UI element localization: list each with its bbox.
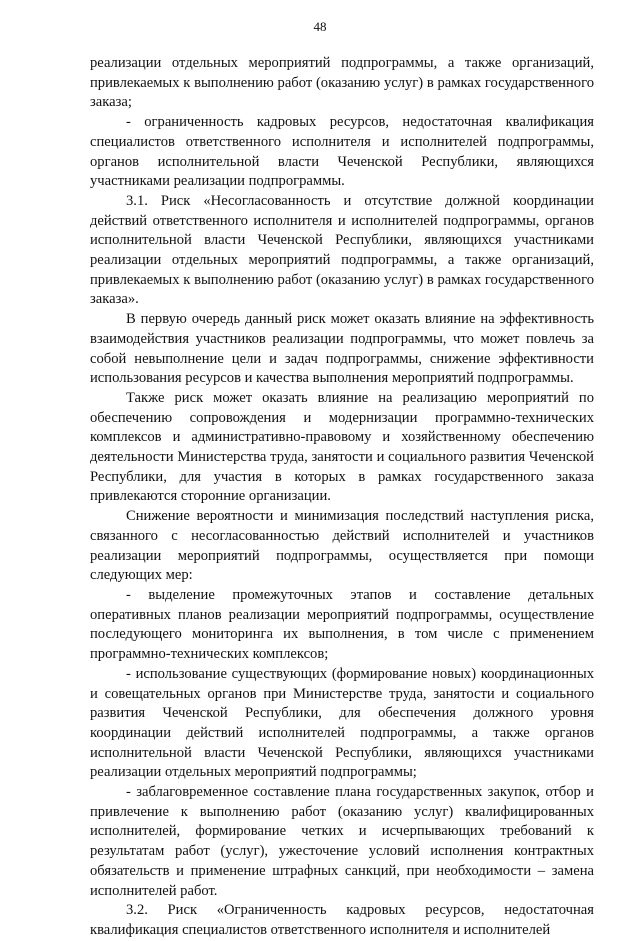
paragraph: - использование существующих (формирование новых) координационных и совещательных органов при Министерстве труда, занятости и социального развития Чеченской Республики, для обеспечения должного уровня координации действий исполнителей подпрограммы, а также органов исполнительной власти Чеченской Республики, являющихся участниками реализации отдельных мероприятий подпрограммы; (90, 665, 594, 781)
paragraph: Снижение вероятности и минимизация последствий наступления риска, связанного с несогласованностью действий исполнителей и участников реализации мероприятий подпрограммы, осуществляется при помощи следующих мер: (90, 508, 594, 584)
paragraph: 3.1. Риск «Несогласованность и отсутствие должной координации действий ответственного исполнителя и исполнителей подпрограммы, органов исполнительной власти Чеченской Республики, являющихся участниками реализации отдельных мероприятий подпрограммы, а также организаций, привлекаемых к выполнению работ (оказанию услуг) в рамках государственного заказа». (90, 192, 594, 308)
paragraph: - ограниченность кадровых ресурсов, недостаточная квалификация специалистов ответственного исполнителя и исполнителей подпрограммы, органов исполнительной власти Чеченской Республики, являющихся участниками реализации подпрограммы. (90, 114, 594, 190)
paragraph: Также риск может оказать влияние на реализацию мероприятий по обеспечению сопровождения и модернизации программно-технических комплексов и административно-правовому и хозяйственному обеспечению деятельности Министерства труда, занятости и социального развития Чеченской Республики, для участия в которых в рамках государственного заказа привлекаются сторонние организации. (90, 389, 594, 505)
paragraph: В первую очередь данный риск может оказать влияние на эффективность взаимодействия участников реализации подпрограммы, что может повлечь за собой невыполнение цели и задач подпрограммы, снижение эффективности использования ресурсов и качества выполнения мероприятий подпрограммы. (90, 311, 594, 387)
page-number: 48 (313, 19, 327, 34)
paragraph: - заблаговременное составление плана государственных закупок, отбор и привлечение к выполнению работ (оказанию услуг) квалифицированных исполнителей, формирование четких и исчерпывающих требований к результатам работ (услуг), ужесточение условий исполнения контрактных обязательств и применение штрафных санкций, при необходимости – замена исполнителей работ. (90, 784, 594, 899)
paragraph: 3.2. Риск «Ограниченность кадровых ресурсов, недостаточная квалификация специалистов ответственного исполнителя и исполнителей (90, 902, 594, 938)
body-text (90, 54, 594, 941)
paragraph: реализации отдельных мероприятий подпрограммы, а также организаций, привлекаемых к выполнению работ (оказанию услуг) в рамках государственного заказа; (90, 55, 594, 111)
paragraph: - выделение промежуточных этапов и составление детальных оперативных планов реализации мероприятий подпрограммы, осуществление последующего мониторинга их выполнения, в том числе с применением программно-технических комплексов; (90, 586, 594, 663)
